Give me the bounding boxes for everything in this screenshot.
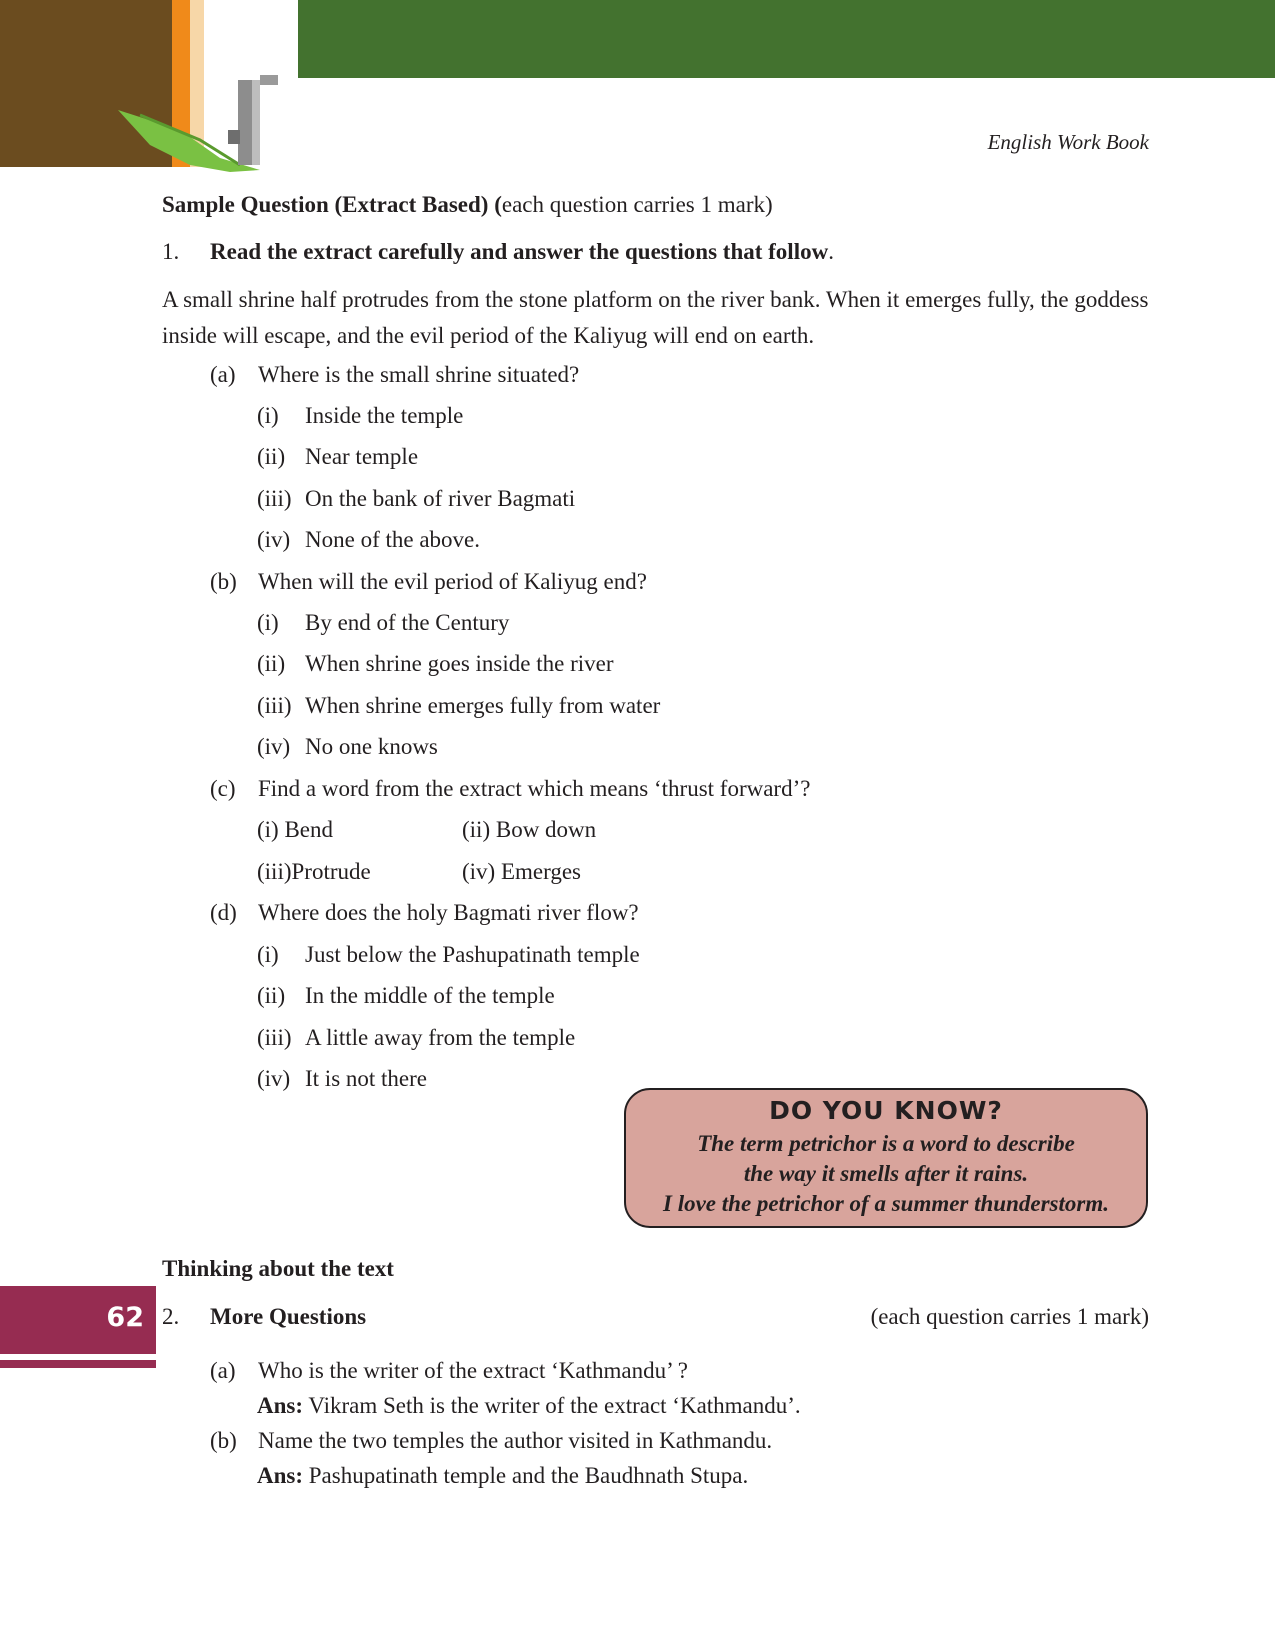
sub-label: (b) xyxy=(210,1428,237,1453)
sub-question-text: When will the evil period of Kaliyug end? xyxy=(258,569,647,594)
option-label: (iii) xyxy=(257,693,292,718)
more-question-a xyxy=(210,1359,688,1382)
page-number-band xyxy=(0,1286,156,1354)
do-you-know-line: the way it smells after it rains. xyxy=(743,1161,1029,1186)
option-text: When shrine emerges fully from water xyxy=(305,693,661,718)
question-2-marks: (each question carries 1 mark) xyxy=(870,1304,1149,1329)
page-number-strip xyxy=(0,1360,156,1368)
do-you-know-box xyxy=(624,1088,1148,1228)
sub-question-text: Where does the holy Bagmati river flow? xyxy=(258,900,639,925)
do-you-know-text xyxy=(626,1129,1146,1219)
option-d-iii xyxy=(257,1026,575,1049)
option-text: On the bank of river Bagmati xyxy=(305,486,576,511)
sample-heading xyxy=(162,193,773,216)
option-c-iii: (iii)Protrude xyxy=(257,859,371,884)
answer-label: Ans: xyxy=(257,1393,304,1418)
option-label: (i) xyxy=(257,610,279,635)
page-number: 62 xyxy=(106,1302,144,1333)
option-label: (ii) xyxy=(257,651,286,676)
option-d-ii xyxy=(257,984,555,1007)
do-you-know-line: The term petrichor is a word to describe xyxy=(697,1131,1075,1156)
option-a-iv xyxy=(257,528,480,551)
question-2 xyxy=(162,1305,366,1328)
sub-question-c xyxy=(210,777,810,800)
option-text: Inside the temple xyxy=(305,403,464,428)
option-b-iv xyxy=(257,735,438,758)
book-title: English Work Book xyxy=(987,130,1149,154)
sample-heading-marks: each question carries 1 mark) xyxy=(501,192,773,217)
option-label: (iii) xyxy=(257,486,292,511)
option-d-i xyxy=(257,943,640,966)
option-text: In the middle of the temple xyxy=(305,983,555,1008)
option-text: It is not there xyxy=(305,1066,427,1091)
option-a-ii xyxy=(257,445,418,468)
option-b-i xyxy=(257,611,509,634)
sub-label: (a) xyxy=(210,1358,236,1383)
option-c-iv: (iv) Emerges xyxy=(462,859,582,884)
option-c-ii: (ii) Bow down xyxy=(462,817,597,842)
option-label: (iii) xyxy=(257,1025,292,1050)
option-c-i: (i) Bend xyxy=(257,817,334,842)
option-label: (iv) xyxy=(257,734,291,759)
sub-question-d xyxy=(210,901,639,924)
question-title: More Questions xyxy=(210,1304,367,1329)
sub-question-text: Name the two temples the author visited in Kathmandu. xyxy=(258,1428,773,1453)
thinking-heading: Thinking about the text xyxy=(162,1256,394,1281)
answer-label: Ans: xyxy=(257,1463,304,1488)
answer-b xyxy=(257,1464,748,1487)
sample-heading-bold: Sample Question (Extract Based) ( xyxy=(162,192,502,217)
sub-label: (a) xyxy=(210,362,236,387)
question-number: 1. xyxy=(162,239,180,264)
option-label: (iv) xyxy=(257,527,291,552)
option-label: (ii) xyxy=(257,444,286,469)
sub-question-a xyxy=(210,363,579,386)
option-b-iii xyxy=(257,694,660,717)
sub-question-b xyxy=(210,570,647,593)
sub-label: (c) xyxy=(210,776,236,801)
question-instruction-period: . xyxy=(828,239,834,264)
leaf-pen-icon xyxy=(110,70,300,175)
answer-text: Vikram Seth is the writer of the extract ‘Kathmandu’. xyxy=(303,1393,801,1418)
option-label: (i) xyxy=(257,942,279,967)
question-instruction: Read the extract carefully and answer the questions that follow xyxy=(210,239,829,264)
sub-question-text: Find a word from the extract which means ‘thrust forward’? xyxy=(258,776,811,801)
option-a-i xyxy=(257,404,463,427)
more-question-b xyxy=(210,1429,772,1452)
option-d-iv xyxy=(257,1067,427,1090)
option-label: (ii) xyxy=(257,983,286,1008)
sub-question-text: Who is the writer of the extract ‘Kathmandu’ ? xyxy=(258,1358,689,1383)
option-label: (i) xyxy=(257,403,279,428)
header-green-bar xyxy=(298,0,1275,78)
question-1 xyxy=(162,240,834,263)
sub-label: (d) xyxy=(210,900,237,925)
do-you-know-title: DO YOU KNOW? xyxy=(769,1096,1003,1125)
option-label: (iv) xyxy=(257,1066,291,1091)
option-text: No one knows xyxy=(305,734,438,759)
sub-label: (b) xyxy=(210,569,237,594)
option-text: A little away from the temple xyxy=(305,1025,576,1050)
answer-text: Pashupatinath temple and the Baudhnath Stupa. xyxy=(303,1463,749,1488)
extract-paragraph: A small shrine half protrudes from the stone platform on the river bank. When it emerges fully, the goddess inside will escape, and the evil period of the Kaliyug will end on earth. xyxy=(162,287,1149,348)
option-text: Near temple xyxy=(305,444,419,469)
option-text: None of the above. xyxy=(305,527,480,552)
answer-a xyxy=(257,1394,801,1417)
option-b-ii xyxy=(257,652,614,675)
sub-question-text: Where is the small shrine situated? xyxy=(258,362,580,387)
option-a-iii xyxy=(257,487,575,510)
do-you-know-line: I love the petrichor of a summer thunderstorm. xyxy=(663,1191,1109,1216)
option-text: By end of the Century xyxy=(305,610,510,635)
question-number: 2. xyxy=(162,1304,180,1329)
option-text: Just below the Pashupatinath temple xyxy=(305,942,640,967)
option-text: When shrine goes inside the river xyxy=(305,651,614,676)
